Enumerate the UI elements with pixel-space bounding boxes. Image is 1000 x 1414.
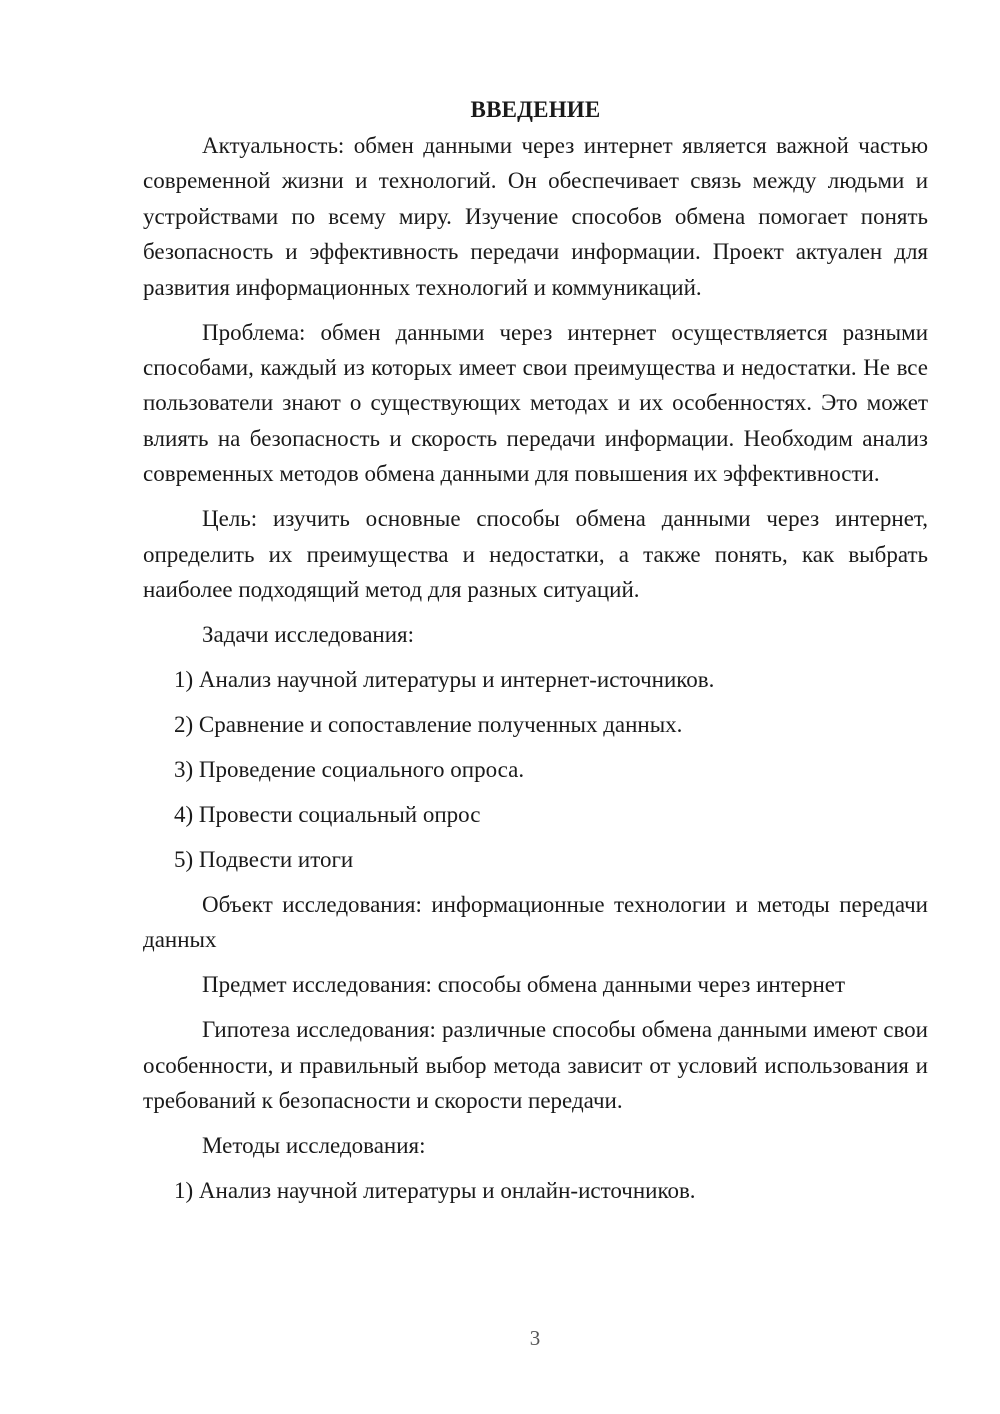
section-heading: ВВЕДЕНИЕ bbox=[470, 97, 601, 122]
task-item: 1) Анализ научной литературы и интернет-источников. bbox=[174, 667, 715, 693]
problem-paragraph: Проблема: обмен данными через интернет осуществляется разными способами, каждый из которых имеет свои преимущества и недостатки. Не все пользователи знают о существующих методах и их особенностях. Это может влиять на безопасность и скорость передачи информации. Необходим анализ современных методов обмена данными для повышения их эффективности. bbox=[143, 319, 928, 487]
method-item: 1) Анализ научной литературы и онлайн-источников. bbox=[174, 1178, 696, 1204]
task-item: 3) Проведение социального опроса. bbox=[174, 757, 525, 783]
page-number: 3 bbox=[529, 1326, 541, 1350]
hypothesis-paragraph: Гипотеза исследования: различные способы обмена данными имеют свои особенности, и правильный выбор метода зависит от условий использования и требований к безопасности и скорости передачи. bbox=[143, 1017, 928, 1114]
document-page bbox=[143, 92, 928, 1218]
methods-title: Методы исследования: bbox=[202, 1133, 426, 1159]
relevance-paragraph: Актуальность: обмен данными через интернет является важной частью современной жизни и технологий. Он обеспечивает связь между людьми и устройствами по всему миру. Изучение способов обмена помогает понять безопасность и эффективность передачи информации. Проект актуален для развития информационных технологий и коммуникаций. bbox=[143, 133, 928, 300]
tasks-title: Задачи исследования: bbox=[202, 622, 415, 648]
task-item: 2) Сравнение и сопоставление полученных данных. bbox=[174, 712, 683, 738]
task-item: 4) Провести социальный опрос bbox=[174, 802, 481, 828]
goal-paragraph: Цель: изучить основные способы обмена данными через интернет, определить их преимущества и недостатки, а также понять, как выбрать наиболее подходящий метод для разных ситуаций. bbox=[143, 506, 928, 603]
object-paragraph: Объект исследования: информационные технологии и методы передачи данных bbox=[143, 892, 928, 953]
subject-paragraph: Предмет исследования: способы обмена данными через интернет bbox=[202, 972, 846, 998]
task-item: 5) Подвести итоги bbox=[174, 847, 354, 873]
